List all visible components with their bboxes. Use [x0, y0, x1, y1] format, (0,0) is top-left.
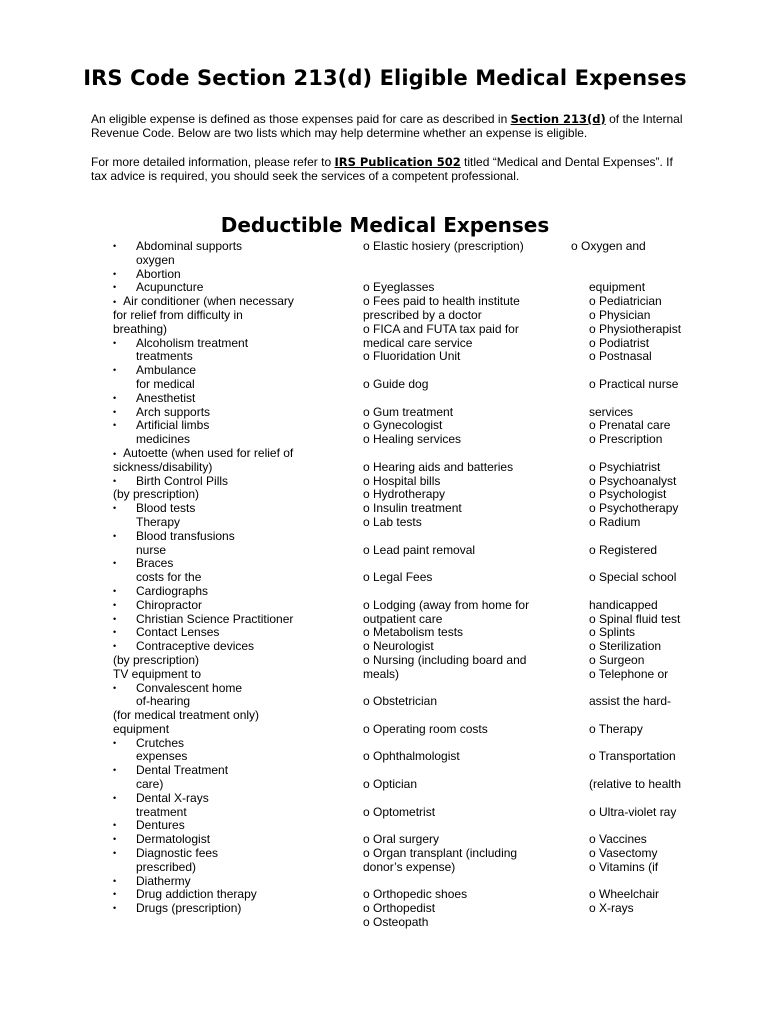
list-item-text: Braces [136, 556, 174, 571]
list-item [363, 764, 529, 778]
list-item: o Organ transplant (including [363, 846, 518, 861]
list-item-text: Birth Control Pills [136, 473, 229, 488]
list-item-text: Alcoholism treatment [136, 335, 249, 350]
list-item-text: Abdominal supports [136, 239, 243, 253]
list-item-label: Air conditioner (when necessary [123, 294, 294, 309]
list-item-text: treatment [136, 804, 187, 819]
list-item: o Transportation [589, 749, 676, 764]
list-item-text: breathing) [113, 321, 168, 336]
list-item: o Surgeon [589, 652, 645, 667]
list-item: o Psychotherapy [589, 501, 679, 516]
list-item: o Fees paid to health institute [363, 294, 520, 309]
bullet-icon: • [113, 875, 117, 886]
list-item: donor’s expense) [363, 859, 456, 874]
intro-text: For more detailed information, please refer to [91, 155, 335, 169]
expense-column-3 [571, 240, 681, 916]
bullet-icon: • [113, 889, 117, 900]
list-item [363, 447, 529, 461]
bullet-icon: • [113, 558, 117, 569]
list-item: meals) [363, 666, 400, 681]
list-item-text: Acupuncture [136, 280, 204, 295]
intro-paragraph-1 [91, 112, 691, 140]
list-item-text: Contraceptive devices [136, 639, 255, 654]
bullet-icon: • [113, 627, 117, 638]
list-item: o Operating room costs [363, 721, 488, 736]
list-item [571, 364, 681, 378]
list-item: outpatient care [363, 611, 443, 626]
list-item: o Obstetrician [363, 694, 438, 709]
bullet-icon: • [113, 848, 117, 859]
list-item-text: Dental Treatment [136, 763, 229, 778]
bullet-icon: • [113, 599, 117, 610]
list-item-text: treatments [136, 349, 193, 364]
list-item: o Orthopedic shoes [363, 887, 468, 902]
list-item: o Lead paint removal [363, 542, 476, 557]
bullet-icon: • [113, 392, 117, 403]
list-item [363, 364, 529, 378]
list-item-text: care) [136, 777, 164, 792]
bullet-icon: • [113, 282, 117, 293]
list-item [363, 254, 529, 268]
list-item: o Insulin treatment [363, 501, 462, 516]
bullet-icon: • [113, 475, 117, 486]
bullet-icon: • [113, 530, 117, 541]
list-item [571, 530, 681, 544]
intro-text: titled “Medical and Dental Expenses”. If tax advice is required, you should seek the services of a competent professional. [91, 155, 673, 183]
list-item [363, 737, 529, 751]
list-item-text: Dermatologist [136, 832, 211, 847]
list-item-text: of-hearing [136, 694, 191, 709]
bullet-icon: • [113, 420, 117, 431]
list-item [363, 792, 529, 806]
list-item: o Vitamins (if [589, 859, 659, 874]
list-item-text: (by prescription) [113, 652, 200, 667]
list-item-label: Autoette (when used for relief of [123, 445, 294, 460]
list-item: o Oxygen and [571, 239, 646, 253]
list-item-text: oxygen [136, 252, 175, 267]
list-item: o Special school [589, 570, 677, 585]
list-item: assist the hard- [589, 694, 672, 709]
list-item: handicapped [589, 597, 658, 612]
list-item-text: medicines [136, 432, 191, 447]
bullet-icon: • [113, 365, 117, 376]
list-item: equipment [589, 280, 646, 295]
list-item: o Registered [589, 542, 658, 557]
list-item-text: for medical [136, 376, 195, 391]
bullet-icon: • [113, 820, 117, 831]
list-item-text: Abortion [136, 266, 181, 281]
list-item: o Eyeglasses [363, 280, 435, 295]
bullet-icon: • [113, 903, 117, 914]
list-item-text: Crutches [136, 735, 185, 750]
list-item: o Lab tests [363, 514, 422, 529]
bullet-icon: • [113, 765, 117, 776]
list-item: o Fluoridation Unit [363, 349, 461, 364]
list-item: o Metabolism tests [363, 625, 464, 640]
list-item-text: expenses [136, 749, 188, 764]
list-item: o Psychoanalyst [589, 473, 677, 488]
list-item-text: for relief from difficulty in [113, 307, 243, 322]
list-item [571, 392, 681, 406]
list-item [571, 875, 681, 889]
list-item: o Therapy [589, 721, 643, 736]
list-item-text: Drug addiction therapy [136, 887, 257, 902]
list-item: o Sterilization [589, 639, 662, 654]
list-item: o Ultra-violet ray [589, 804, 677, 819]
list-item: medical care service [363, 335, 473, 350]
list-item-text: Dentures [136, 818, 185, 833]
list-item [363, 268, 529, 282]
list-item: o Practical nurse [589, 376, 679, 391]
list-item [363, 682, 529, 696]
bullet-icon: • [113, 406, 117, 417]
bullet-icon: • [113, 641, 117, 652]
list-item: o Radium [589, 514, 641, 529]
expense-column-2 [363, 240, 529, 930]
intro-paragraph-2 [91, 155, 691, 183]
list-item-text: Convalescent home [136, 680, 243, 695]
list-item: o Guide dog [363, 376, 429, 391]
bullet-icon: • [113, 297, 117, 308]
bullet-icon: • [113, 682, 117, 693]
list-item: o Hearing aids and batteries [363, 459, 514, 474]
list-item [571, 819, 681, 833]
list-item-text: sickness/disability) [113, 459, 213, 474]
list-item: o Physiotherapist [589, 321, 682, 336]
list-item: o Prenatal care [589, 418, 671, 433]
list-item-text: Chiropractor [136, 597, 203, 612]
list-item-text: Cardiographs [136, 583, 209, 598]
list-item-text: Anesthetist [136, 390, 196, 405]
list-item [571, 268, 681, 282]
list-item [571, 764, 681, 778]
list-item-text: Dental X-rays [136, 790, 209, 805]
list-item [571, 447, 681, 461]
list-item: o Optometrist [363, 804, 436, 819]
list-item: o Prescription [589, 432, 663, 447]
list-item: o Ophthalmologist [363, 749, 460, 764]
list-item [363, 819, 529, 833]
list-item: (relative to health [589, 777, 682, 792]
list-item: o Hydrotherapy [363, 487, 446, 502]
list-item-text: Blood transfusions [136, 528, 235, 543]
list-item [363, 392, 529, 406]
list-item [363, 530, 529, 544]
intro-text: of the Internal Revenue Code. Below are two lists which may help determine whether an expense is eligible. [91, 112, 683, 140]
bullet-icon: • [113, 792, 117, 803]
list-item-text: costs for the [136, 570, 202, 585]
bullet-icon: • [113, 585, 117, 596]
list-item [363, 875, 529, 889]
list-item-text: (for medical treatment only) [113, 708, 260, 723]
list-item-text: prescribed) [136, 859, 197, 874]
list-item: o Healing services [363, 432, 462, 447]
list-item [571, 557, 681, 571]
list-item: o Orthopedist [363, 901, 436, 916]
list-item: o Spinal fluid test [589, 611, 681, 626]
list-item: o Pediatrician [589, 294, 662, 309]
bullet-icon: • [113, 737, 117, 748]
list-item [363, 585, 529, 599]
bullet-icon: • [113, 268, 117, 279]
list-item-text: nurse [136, 542, 167, 557]
list-item: o Gynecologist [363, 418, 443, 433]
bullet-icon: • [113, 337, 117, 348]
list-item [571, 709, 681, 723]
bullet-icon: • [113, 834, 117, 845]
list-item: o Psychiatrist [589, 459, 661, 474]
list-item-text: Ambulance [136, 363, 197, 378]
list-item-text: Contact Lenses [136, 625, 220, 640]
list-item: o Vaccines [589, 832, 647, 847]
list-item: o Splints [589, 625, 636, 640]
list-item [571, 585, 681, 599]
list-item: o Nursing (including board and [363, 652, 527, 667]
list-item: o Physician [589, 307, 651, 322]
list-item: o Wheelchair [589, 887, 660, 902]
list-item-text: Arch supports [136, 404, 211, 419]
list-item: o Optician [363, 777, 418, 792]
list-item: services [589, 404, 634, 419]
list-item: o Elastic hosiery (prescription) [363, 239, 524, 253]
list-item: o Psychologist [589, 487, 667, 502]
list-item: o Legal Fees [363, 570, 433, 585]
list-item [571, 254, 681, 268]
list-item: o Osteopath [363, 915, 429, 930]
section-heading: Deductible Medical Expenses [220, 213, 550, 237]
list-item: o Lodging (away from home for [363, 597, 530, 612]
list-item: o Vasectomy [589, 846, 658, 861]
list-item: o Gum treatment [363, 404, 454, 419]
list-item: o Telephone or [589, 666, 669, 681]
list-item-text: Therapy [136, 514, 181, 529]
list-item-text: Christian Science Practitioner [136, 611, 294, 626]
list-item [363, 709, 529, 723]
section-213d-link[interactable]: Section 213(d) [510, 112, 606, 126]
list-item-text: Diagnostic fees [136, 846, 219, 861]
list-item: o Hospital bills [363, 473, 441, 488]
list-item-text: Artificial limbs [136, 418, 210, 433]
list-item: o Neurologist [363, 639, 434, 654]
list-item-text: (by prescription) [113, 487, 200, 502]
list-item: o X-rays [589, 901, 634, 916]
list-item [571, 737, 681, 751]
intro-text: An eligible expense is defined as those expenses paid for care as described in [91, 112, 511, 126]
list-item [363, 557, 529, 571]
irs-publication-502-link[interactable]: IRS Publication 502 [334, 155, 461, 169]
list-item [571, 792, 681, 806]
list-item-text: TV equipment to [113, 666, 202, 681]
bullet-icon: • [113, 241, 117, 251]
list-item: o Oral surgery [363, 832, 440, 847]
list-item [571, 682, 681, 696]
list-item-text: Drugs (prescription) [136, 901, 242, 916]
bullet-icon: • [113, 448, 117, 459]
page-title: IRS Code Section 213(d) Eligible Medical Expenses [83, 66, 687, 90]
bullet-icon: • [113, 503, 117, 514]
list-item: prescribed by a doctor [363, 307, 482, 322]
list-item: o Postnasal [589, 349, 652, 364]
list-item-text: Blood tests [136, 501, 196, 516]
list-item: o Podiatrist [589, 335, 650, 350]
bullet-icon: • [113, 613, 117, 624]
list-item: o FICA and FUTA tax paid for [363, 321, 519, 336]
list-item-text: equipment [113, 721, 170, 736]
list-item-text: Diathermy [136, 873, 191, 888]
